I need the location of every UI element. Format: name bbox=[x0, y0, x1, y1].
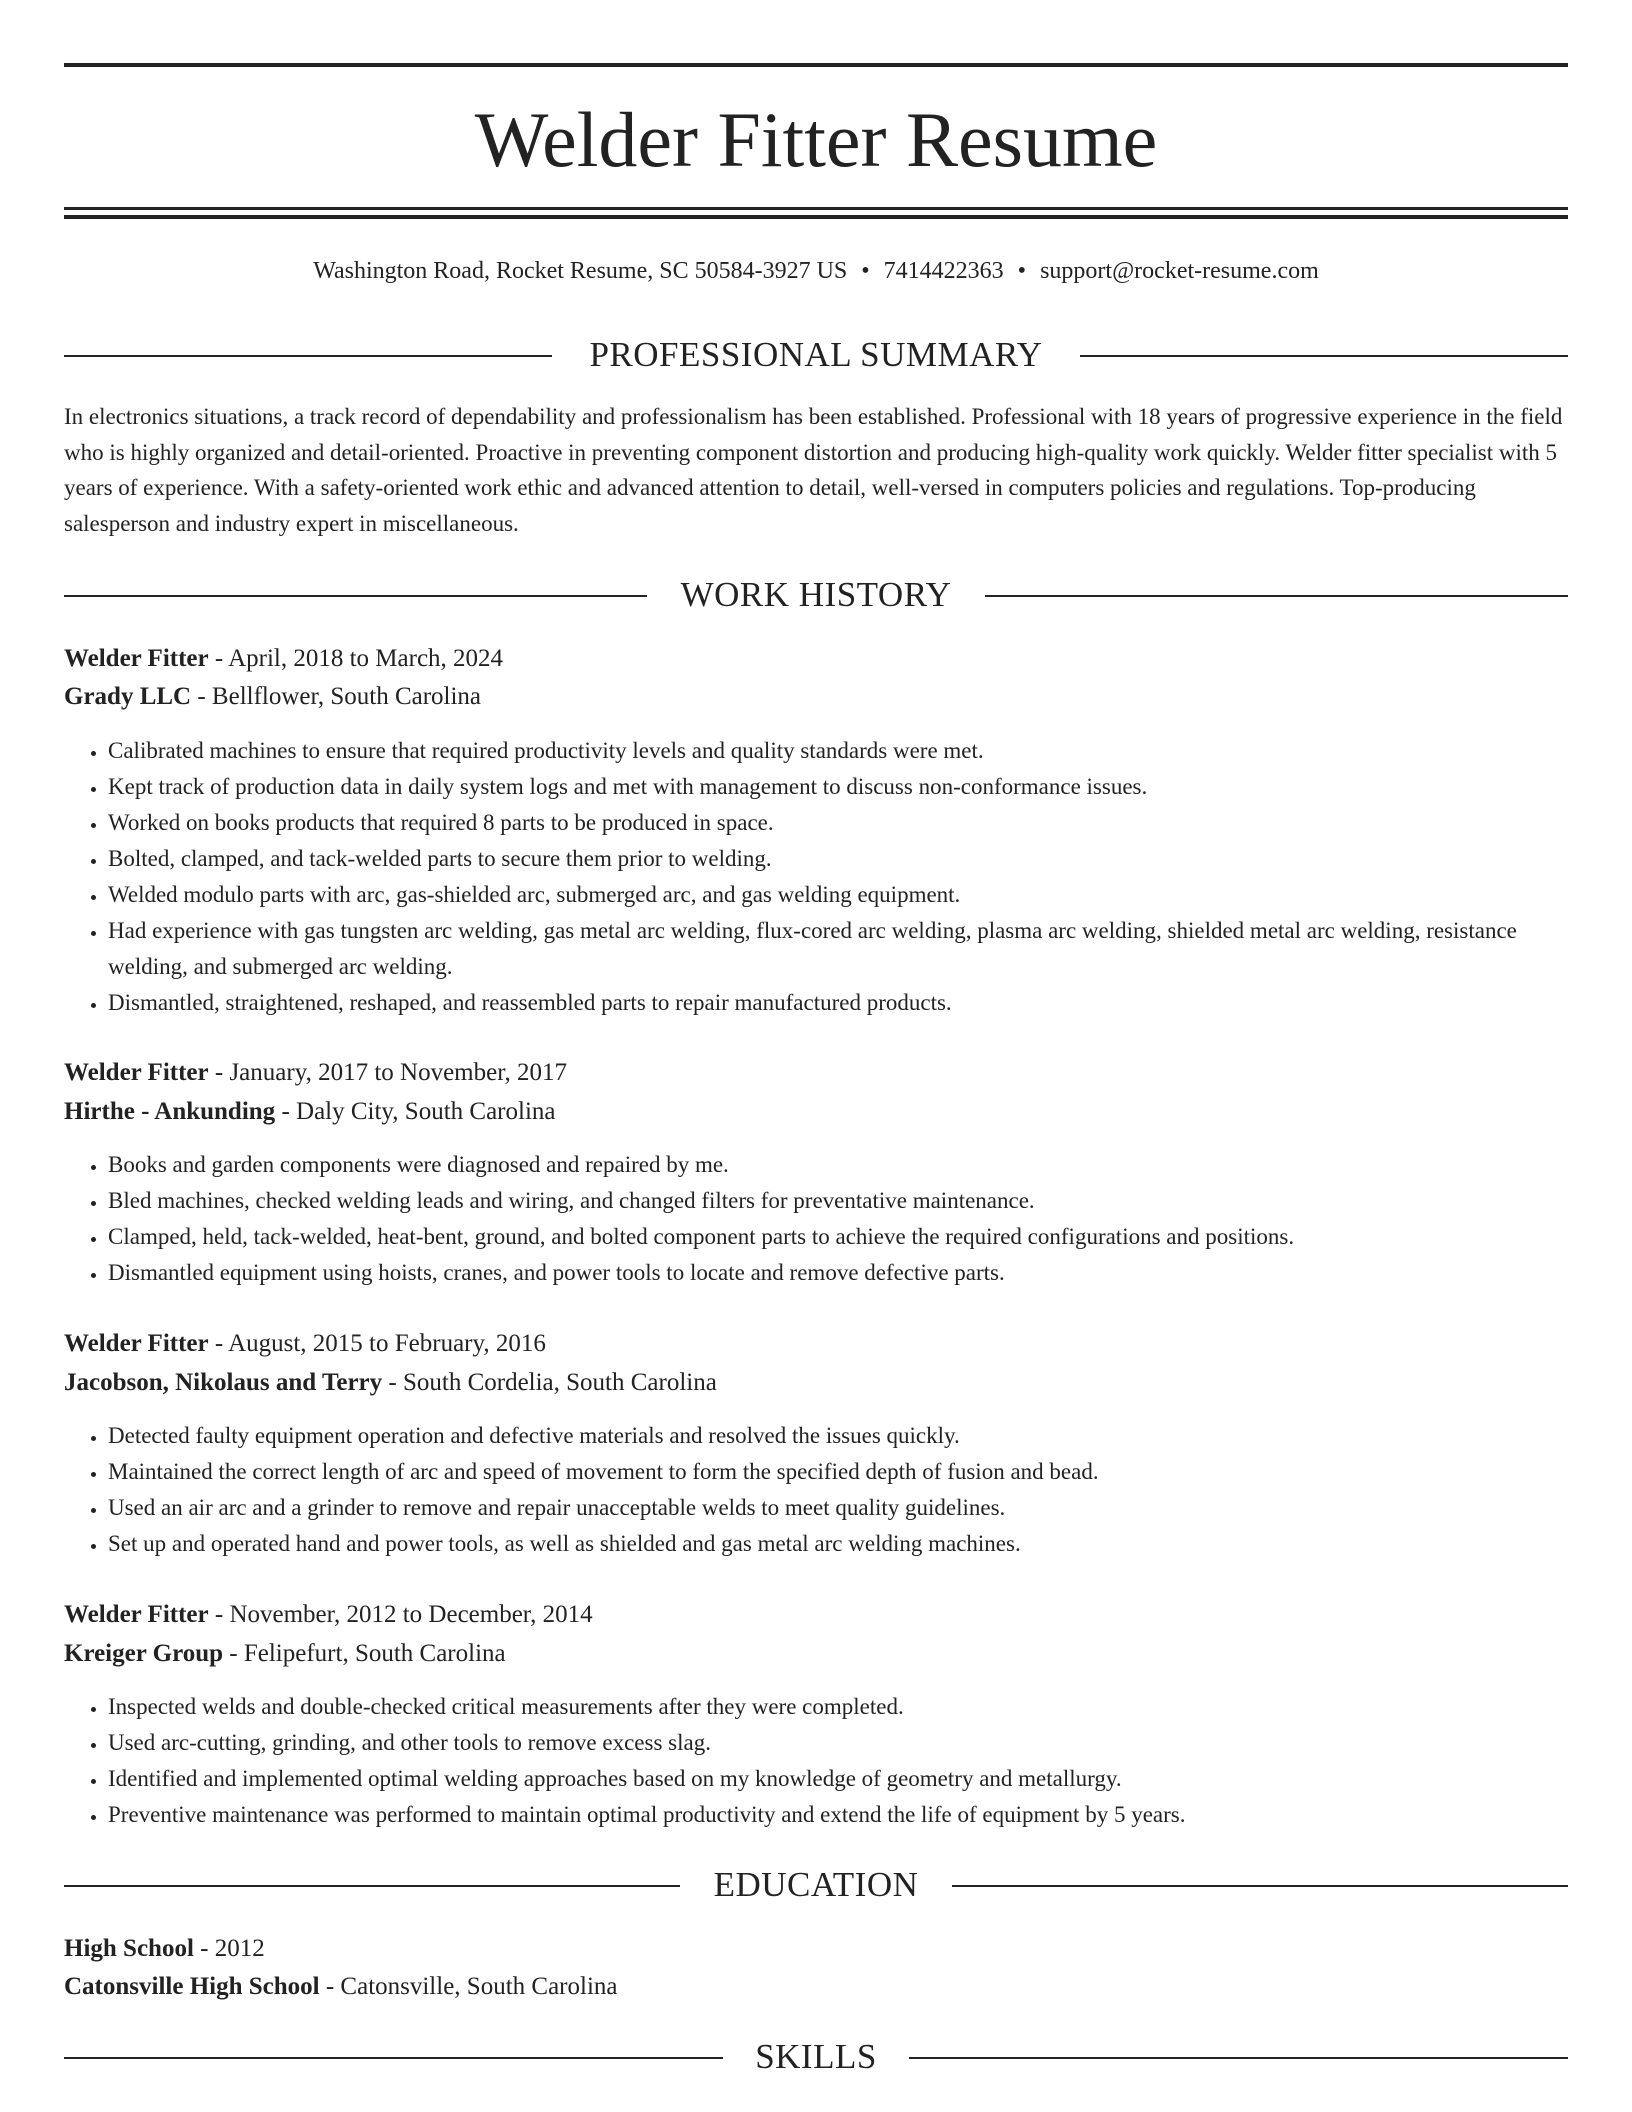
section-title: SKILLS bbox=[755, 2037, 877, 2076]
job-bullet: • Kept track of production data in daily system logs and met with management to discuss non-conformance issues. bbox=[108, 769, 1568, 805]
contact-separator: • bbox=[861, 258, 870, 284]
job-bullet: • Used an air arc and a grinder to remove and repair unacceptable welds to meet quality guidelines. bbox=[108, 1490, 1568, 1526]
job-bullets bbox=[64, 1418, 1568, 1562]
job-location: - South Cordelia, South Carolina bbox=[382, 1369, 717, 1396]
job-dates: - April, 2018 to March, 2024 bbox=[208, 645, 504, 672]
job-bullet: • Dismantled, straightened, reshaped, and reassembled parts to repair manufactured products. bbox=[108, 985, 1568, 1021]
job-bullets bbox=[64, 1689, 1568, 1833]
job-bullet: • Welded modulo parts with arc, gas-shielded arc, submerged arc, and gas welding equipment. bbox=[108, 877, 1568, 913]
job-bullets bbox=[64, 1147, 1568, 1291]
top-rule bbox=[64, 63, 1568, 67]
education-location: - Catonsville, South Carolina bbox=[319, 1973, 618, 2000]
education-year: - 2012 bbox=[193, 1935, 265, 1962]
education-degree-line bbox=[64, 1930, 1568, 1968]
section-title: PROFESSIONAL SUMMARY bbox=[589, 335, 1043, 374]
job-title: Welder Fitter bbox=[64, 1059, 209, 1086]
job-title: Welder Fitter bbox=[64, 1330, 209, 1357]
job-company: Grady LLC bbox=[64, 683, 192, 710]
contact-phone: 7414422363 bbox=[883, 258, 1004, 284]
job-bullets bbox=[64, 733, 1568, 1021]
job-bullet: • Maintained the correct length of arc and speed of movement to form the specified depth of fusion and bead. bbox=[108, 1454, 1568, 1490]
job-title: Welder Fitter bbox=[64, 645, 209, 672]
job-bullet: • Worked on books products that required 8 parts to be produced in space. bbox=[108, 805, 1568, 841]
job-bullet: • Had experience with gas tungsten arc welding, gas metal arc welding, flux-cored arc welding, plasma arc welding, shielded metal arc welding, resistance welding, and submerged arc welding. bbox=[108, 913, 1568, 985]
resume-title: Welder Fitter Resume bbox=[474, 96, 1158, 183]
job-bullet: • Books and garden components were diagnosed and repaired by me. bbox=[108, 1147, 1568, 1183]
job-title: Welder Fitter bbox=[64, 1601, 209, 1628]
job-location: - Felipefurt, South Carolina bbox=[223, 1640, 506, 1667]
job-bullet: • Set up and operated hand and power tools, as well as shielded and gas metal arc welding machines. bbox=[108, 1526, 1568, 1562]
job-company-line bbox=[64, 1635, 1568, 1673]
job-dates: - January, 2017 to November, 2017 bbox=[208, 1059, 568, 1086]
job-title-line bbox=[64, 1596, 1568, 1634]
job-company: Jacobson, Nikolaus and Terry bbox=[64, 1369, 383, 1396]
job-location: - Daly City, South Carolina bbox=[275, 1098, 556, 1125]
job-company: Kreiger Group bbox=[64, 1640, 224, 1667]
job-title-line bbox=[64, 1325, 1568, 1363]
job-bullet: • Inspected welds and double-checked critical measurements after they were completed. bbox=[108, 1689, 1568, 1725]
job-company-line bbox=[64, 1093, 1568, 1131]
title-double-rule-lower bbox=[64, 215, 1568, 219]
job-company-line bbox=[64, 1364, 1568, 1402]
contact-separator: • bbox=[1017, 258, 1027, 284]
education-school: Catonsville High School bbox=[64, 1973, 320, 2000]
education-degree: High School bbox=[64, 1935, 194, 1962]
job-location: - Bellflower, South Carolina bbox=[191, 683, 482, 710]
job-title-line bbox=[64, 1054, 1568, 1092]
work-history-heading bbox=[64, 570, 1568, 620]
job-bullet: • Dismantled equipment using hoists, cranes, and power tools to locate and remove defective parts. bbox=[108, 1255, 1568, 1291]
contact-email: support@rocket-resume.com bbox=[1040, 258, 1319, 284]
title-double-rule-upper bbox=[64, 207, 1568, 210]
section-title: EDUCATION bbox=[713, 1865, 919, 1904]
job-company-line bbox=[64, 678, 1568, 716]
job-title-line bbox=[64, 640, 1568, 678]
contact-address: Washington Road, Rocket Resume, SC 50584-3927 US bbox=[313, 258, 848, 284]
job-bullet: • Detected faulty equipment operation and defective materials and resolved the issues quickly. bbox=[108, 1418, 1568, 1454]
contact-line bbox=[64, 252, 1568, 290]
section-title: WORK HISTORY bbox=[680, 575, 952, 614]
job-bullet: • Preventive maintenance was performed to maintain optimal productivity and extend the life of equipment by 5 years. bbox=[108, 1797, 1568, 1833]
job-company: Hirthe - Ankunding bbox=[64, 1098, 276, 1125]
education-heading bbox=[64, 1860, 1568, 1910]
job-bullet: • Calibrated machines to ensure that required productivity levels and quality standards were met. bbox=[108, 733, 1568, 769]
job-dates: - November, 2012 to December, 2014 bbox=[208, 1601, 593, 1628]
summary-text: In electronics situations, a track record of dependability and professionalism has been established. Professional with 18 years of progressive experience in the field who is highly organized and detail-oriented. Proactive in preventing component distortion and producing high-quality work quickly. Welder fitter specialist with 5 years of experience. With a safety-oriented work ethic and advanced attention to detail, well-versed in computers policies and regulations. Top-producing salesperson and industry expert in miscellaneous. bbox=[64, 404, 1563, 536]
job-bullet: • Bled machines, checked welding leads and wiring, and changed filters for preventative maintenance. bbox=[108, 1183, 1568, 1219]
job-bullet: • Identified and implemented optimal welding approaches based on my knowledge of geometry and metallurgy. bbox=[108, 1761, 1568, 1797]
job-bullet: • Used arc-cutting, grinding, and other tools to remove excess slag. bbox=[108, 1725, 1568, 1761]
education-school-line bbox=[64, 1968, 1568, 2006]
summary-heading bbox=[64, 330, 1568, 380]
job-bullet: • Clamped, held, tack-welded, heat-bent, ground, and bolted component parts to achieve the required configurations and positions. bbox=[108, 1219, 1568, 1255]
skills-heading bbox=[64, 2032, 1568, 2082]
job-dates: - August, 2015 to February, 2016 bbox=[208, 1330, 546, 1357]
job-bullet: • Bolted, clamped, and tack-welded parts to secure them prior to welding. bbox=[108, 841, 1568, 877]
